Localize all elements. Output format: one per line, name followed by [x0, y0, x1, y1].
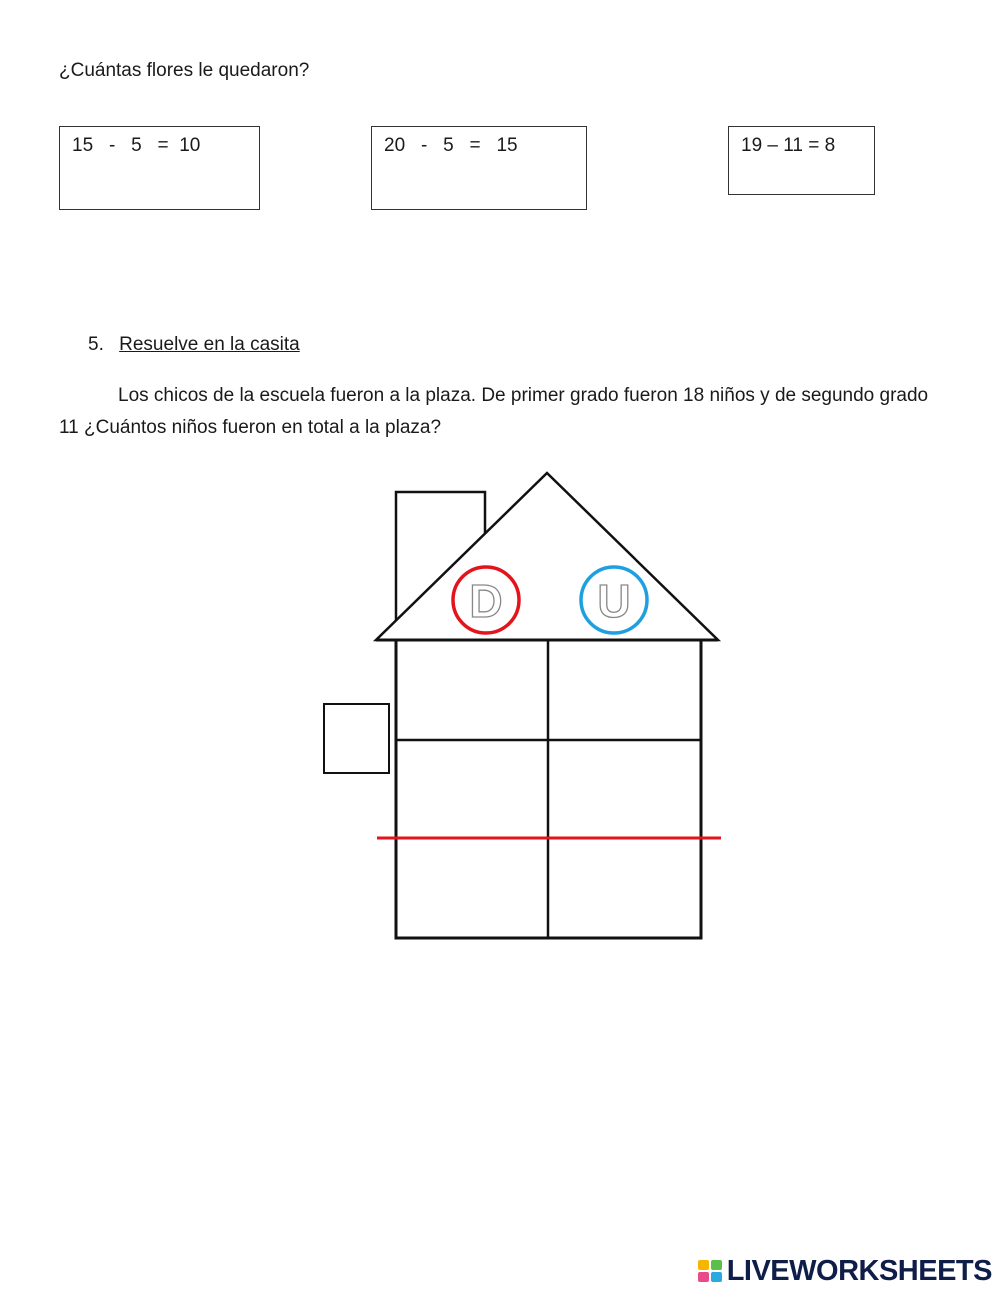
liveworksheets-logo [697, 1251, 992, 1291]
cell-tens-middle[interactable] [399, 743, 545, 835]
answer-box-1[interactable]: 15 - 5 = 10 [59, 126, 260, 210]
cell-units-result[interactable] [551, 841, 698, 935]
liveworksheets-icon [697, 1259, 723, 1283]
carry-box[interactable] [324, 704, 389, 773]
question-text: ¿Cuántas flores le quedaron? [59, 60, 310, 81]
tens-letter: D [469, 575, 503, 627]
problem-statement: Los chicos de la escuela fueron a la plaza. De primer grado fueron 18 niños y de segundo grado 11 ¿Cuántos niños fueron en total a la plaza? [59, 385, 929, 438]
cell-tens-result[interactable] [399, 841, 545, 935]
section-heading [88, 334, 300, 356]
answer-box-3[interactable]: 19 – 11 = 8 [728, 126, 875, 195]
liveworksheets-text: LIVEWORKSHEETS [726, 1254, 992, 1287]
section-number: 5. [88, 334, 104, 355]
cell-tens-top[interactable] [399, 643, 545, 737]
place-value-house [315, 460, 735, 950]
section-title: Resuelve en la casita [119, 334, 300, 355]
cell-units-top[interactable] [551, 643, 698, 737]
units-letter: U [597, 575, 631, 627]
cell-units-middle[interactable] [551, 743, 698, 835]
answer-box-2[interactable]: 20 - 5 = 15 [371, 126, 587, 210]
